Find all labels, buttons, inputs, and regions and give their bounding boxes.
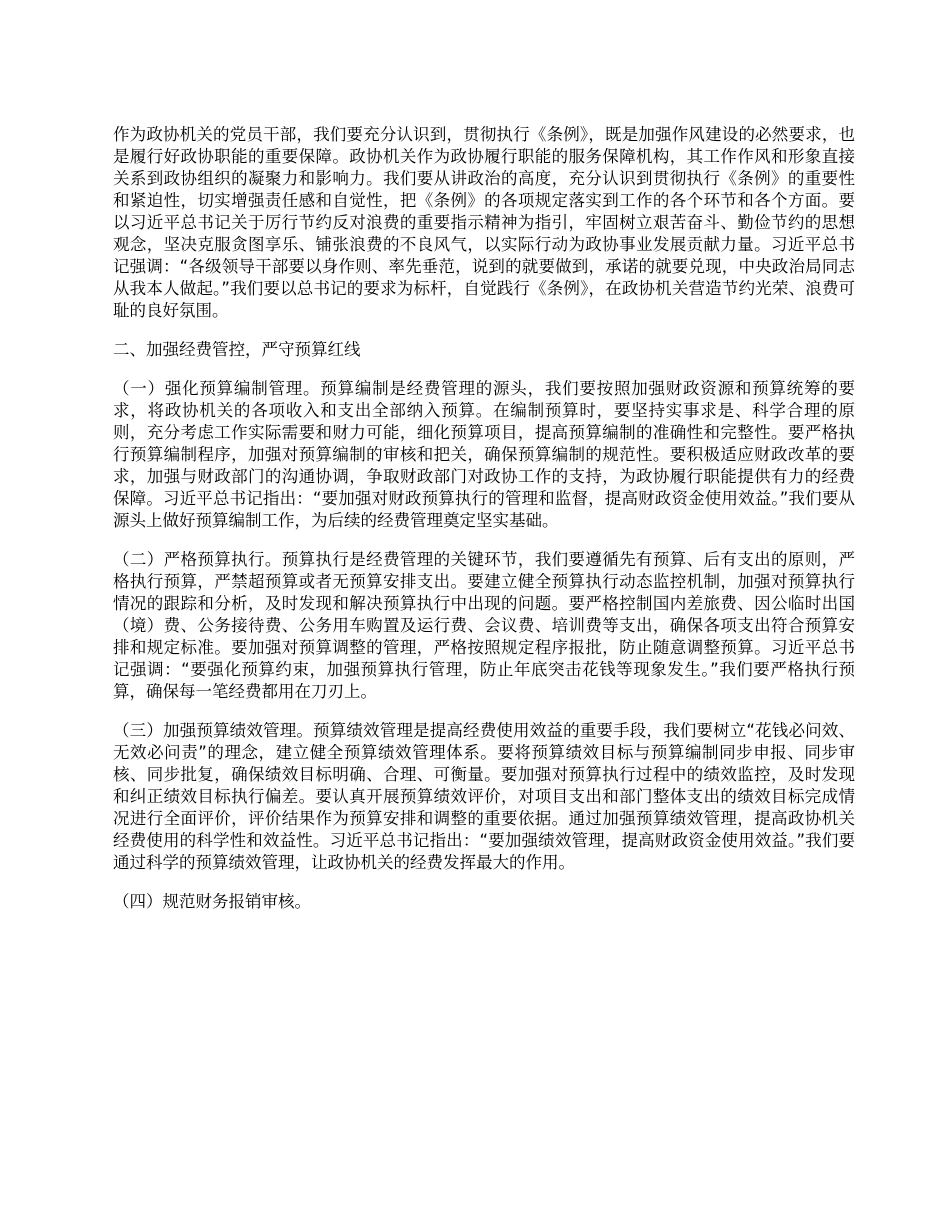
paragraph-party-cadres: 作为政协机关的党员干部，我们要充分认识到，贯彻执行《条例》，既是加强作风建设的必然要求，也是履行好政协职能的重要保障。政协机关作为政协履行职能的服务保障机构，其工作作风和形象直接关系到政协组织的凝聚力和影响力。我们要从讲政治的高度，充分认识到贯彻执行《条例》的重要性和紧迫性，切实增强责任感和自觉性，把《条例》的各项规定落实到工作的各个环节和各个方面。要以习近平总书记关于厉行节约反对浪费的重要指示精神为指引，牢固树立艰苦奋斗、勤俭节约的思想观念，坚决克服贪图享乐、铺张浪费的不良风气，以实际行动为政协事业发展贡献力量。习近平总书记强调：“各级领导干部要以身作则、率先垂范，说到的就要做到，承诺的就要兑现，中央政治局同志从我本人做起。”我们要以总书记的要求为标杆，自觉践行《条例》，在政协机关营造节约光荣、浪费可耻的良好氛围。 [113,125,855,320]
paragraph-budget-performance: （三）加强预算绩效管理。预算绩效管理是提高经费使用效益的重要手段，我们要树立“花钱必问效、无效必问责”的理念，建立健全预算绩效管理体系。要将预算绩效目标与预算编制同步申报、同步审核、同步批复，确保绩效目标明确、合理、可衡量。要加强对预算执行过程中的绩效监控，及时发现和纠正绩效目标执行偏差。要认真开展预算绩效评价，对项目支出和部门整体支出的绩效目标完成情况进行全面评价，评价结果作为预算安排和调整的重要依据。通过加强预算绩效管理，提高政协机关经费使用的科学性和效益性。习近平总书记指出：“要加强绩效管理，提高财政资金使用效益。”我们要通过科学的预算绩效管理，让政协机关的经费发挥最大的作用。 [113,721,855,872]
paragraph-budget-compilation: （一）强化预算编制管理。预算编制是经费管理的源头，我们要按照加强财政资源和预算统筹的要求，将政协机关的各项收入和支出全部纳入预算。在编制预算时，要坚持实事求是、科学合理的原则，充分考虑工作实际需要和财力可能，细化预算项目，提高预算编制的准确性和完整性。要严格执行预算编制程序，加强对预算编制的审核和把关，确保预算编制的规范性。要积极适应财政改革的要求，加强与财政部门的沟通协调，争取财政部门对政协工作的支持，为政协履行职能提供有力的经费保障。习近平总书记指出：“要加强对财政预算执行的管理和监督，提高财政资金使用效益。”我们要从源头上做好预算编制工作，为后续的经费管理奠定坚实基础。 [113,379,855,530]
section-heading-budget-control: 二、加强经费管控，严守预算红线 [113,340,361,359]
paragraph-budget-execution: （二）严格预算执行。预算执行是经费管理的关键环节，我们要遵循先有预算、后有支出的原则，严格执行预算，严禁超预算或者无预算安排支出。要建立健全预算执行动态监控机制，加强对预算执行情况的跟踪和分析，及时发现和解决预算执行中出现的问题。要严格控制国内差旅费、因公临时出国（境）费、公务接待费、公务用车购置及运行费、会议费、培训费等支出，确保各项支出符合预算安排和规定标准。要加强对预算调整的管理，严格按照规定程序报批，防止随意调整预算。习近平总书记强调：“要强化预算约束，加强预算执行管理，防止年底突击花钱等现象发生。”我们要严格执行预算，确保每一笔经费都用在刀刃上。 [113,550,855,701]
paragraph-reimbursement-review: （四）规范财务报销审核。 [113,892,311,911]
document-page [113,124,855,930]
